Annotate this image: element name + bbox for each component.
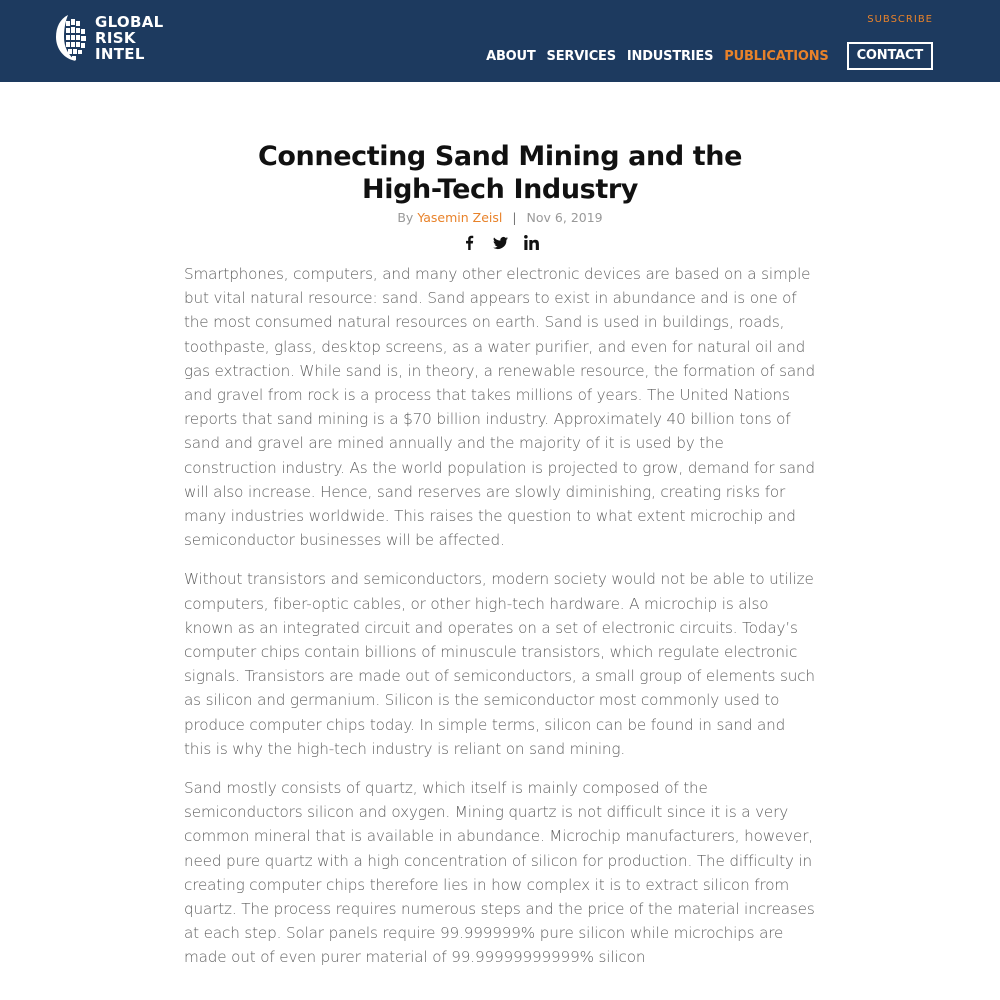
article-paragraph: Sand mostly consists of quartz, which itself is mainly composed of the semiconductors silicon and oxygen. Mining quartz is not difficult since it is a very common mineral that is available in abundance. Microchip manufacturers, however, need pure quartz with a high concentration of silicon for production. The difficulty in creating computer chips therefore lies in how complex it is to extract silicon from quartz. The process requires numerous steps and the price of the material increases at each step. Solar panels require 99.999999% pure silicon while microchips are made out of even purer material of 99.99999999999% silicon [184, 779, 815, 967]
nav-industries[interactable]: INDUSTRIES [626, 48, 714, 64]
title-line: Connecting Sand Mining and the [257, 141, 742, 172]
main-nav [475, 42, 933, 70]
by-label: By [397, 210, 414, 225]
subscribe-link[interactable]: SUBSCRIBE [867, 14, 933, 25]
article-title [150, 140, 850, 206]
nav-about[interactable]: ABOUT [486, 48, 536, 64]
meta-separator: | [512, 210, 517, 225]
nav-publications[interactable]: PUBLICATIONS [724, 48, 829, 64]
author-link[interactable]: Yasemin Zeisl [417, 210, 503, 225]
logo-line: INTEL [95, 45, 145, 63]
site-header [0, 0, 1000, 82]
contact-button[interactable]: CONTACT [847, 42, 933, 70]
globe-logo-icon [54, 13, 90, 63]
share-bar [184, 234, 816, 250]
article-meta [184, 210, 816, 225]
facebook-icon[interactable] [462, 234, 477, 250]
site-logo[interactable] [54, 13, 164, 63]
article-paragraph: Smartphones, computers, and many other electronic devices are based on a simple but vital natural resource: sand. Sand appears to exist in abundance and is one of the most consumed natural resources on earth. Sand is used in buildings, roads, toothpaste, glass, desktop screens, as a water purifier, and even for natural oil and gas extraction. While sand is, in theory, a renewable resource, the formation of sand and gravel from rock is a process that takes millions of years. The United Nations reports that sand mining is a $70 billion industry. Approximately 40 billion tons of sand and gravel are mined annually and the majority of it is used by the construction industry. As the world population is projected to grow, demand for sand will also increase. Hence, sand reserves are slowly diminishing, creating risks for many industries worldwide. This raises the question to what extent microchip and semiconductor businesses will be affected. [184, 265, 816, 550]
logo-wordmark [95, 14, 164, 62]
title-line: High-Tech Industry [362, 174, 638, 205]
twitter-icon[interactable] [493, 234, 508, 250]
nav-services[interactable]: SERVICES [546, 48, 616, 64]
logo-line: RISK [95, 29, 136, 47]
logo-line: GLOBAL [95, 13, 164, 31]
publish-date: Nov 6, 2019 [526, 210, 603, 225]
article-paragraph: Without transistors and semiconductors, modern society would not be able to utilize computers, fiber-optic cables, or other high-tech hardware. A microchip is also known as an integrated circuit and operates on a set of electronic circuits. Today’s computer chips contain billions of minuscule transistors, which regulate electronic signals. Transistors are made out of semiconductors, a small group of elements such as silicon and germanium. Silicon is the semiconductor most commonly used to produce computer chips today. In simple terms, silicon can be found in sand and this is why the high-tech industry is reliant on sand mining. [184, 570, 815, 758]
article [184, 140, 816, 985]
linkedin-icon[interactable] [524, 234, 539, 250]
article-body [184, 262, 816, 970]
